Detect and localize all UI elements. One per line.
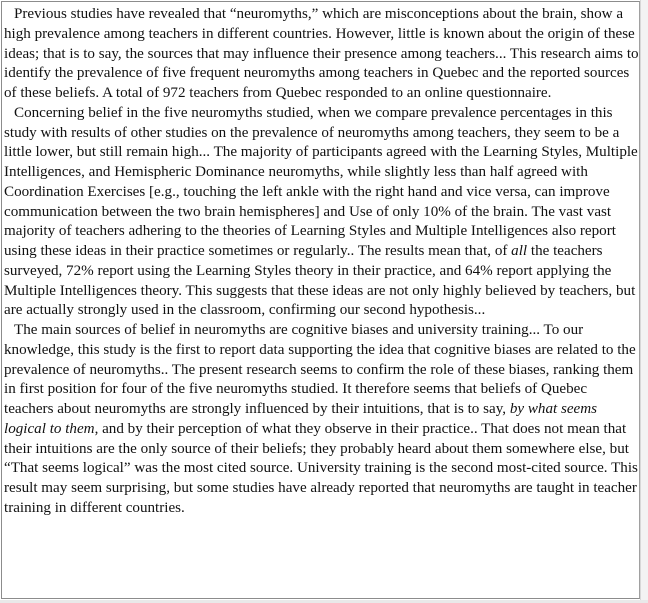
paragraph — [4, 321, 640, 519]
italic-text: by what seems logical to them — [4, 401, 598, 437]
italic-text: all — [511, 243, 528, 259]
window-right-edge — [640, 0, 648, 603]
text-run: Previous studies have revealed that “neuromyths,” which are misconceptions about the brain, show a high prevalence among teachers in different countries. However, little is known about the origin of these ideas; that is to say, the sources that may influence their presence among teachers... This research aims to identify the prevalence of five frequent neuromyths among teachers in Quebec and the reported sources of these beliefs. A total of 972 teachers from Quebec responded to an online questionnaire. — [4, 6, 639, 101]
text-run: , and by their perception of what they observe in their practice.. That does not mean that their intuitions are the only source of their beliefs; they probably heard about them somewhere else, but “That seems logical” was the most cited source. University training is the second most-cited source. This result may seem surprising, but some studies have already reported that neuromyths are taught in teacher training in different countries. — [4, 420, 638, 516]
document-body — [4, 5, 640, 519]
text-run: the teachers surveyed, 72% report using the Learning Styles theory in their practice, and 64% report applying the Multiple Intelligences theory. This suggests that these ideas are not only highly believed by teachers, but are actually strongly used in the classroom, confirming our second hypothesis... — [4, 243, 636, 319]
paragraph — [4, 5, 640, 104]
paragraph — [4, 104, 640, 321]
text-run: The main sources of belief in neuromyths are cognitive biases and university training... To our knowledge, this study is the first to report data supporting the idea that cognitive biases are related to the prevalence of neuromyths.. The present research seems to confirm the role of these biases, ranking them in first position for four of the five neuromyths studied. It therefore seems that beliefs of Quebec teachers about neuromyths are strongly influenced by their intuitions, that is to say, — [4, 322, 636, 417]
text-run: Concerning belief in the five neuromyths studied, when we compare prevalence percentages in this study with results of other studies on the prevalence of neuromyths among teachers, they seem to be a little lower, but still remain high... The majority of participants agreed with the Learning Styles, Multiple Intelligences, and Hemispheric Dominance neuromyths, while slightly less than half agreed with Coordination Exercises [e.g., touching the left ankle with the right hand and vice versa, can improve communication between the two brain hemispheres] and Use of only 10% of the brain. The vast vast majority of teachers adhering to the theories of Learning Styles and Multiple Intelligences also report using these ideas in their practice sometimes or regularly.. The results mean that, of — [4, 104, 638, 259]
